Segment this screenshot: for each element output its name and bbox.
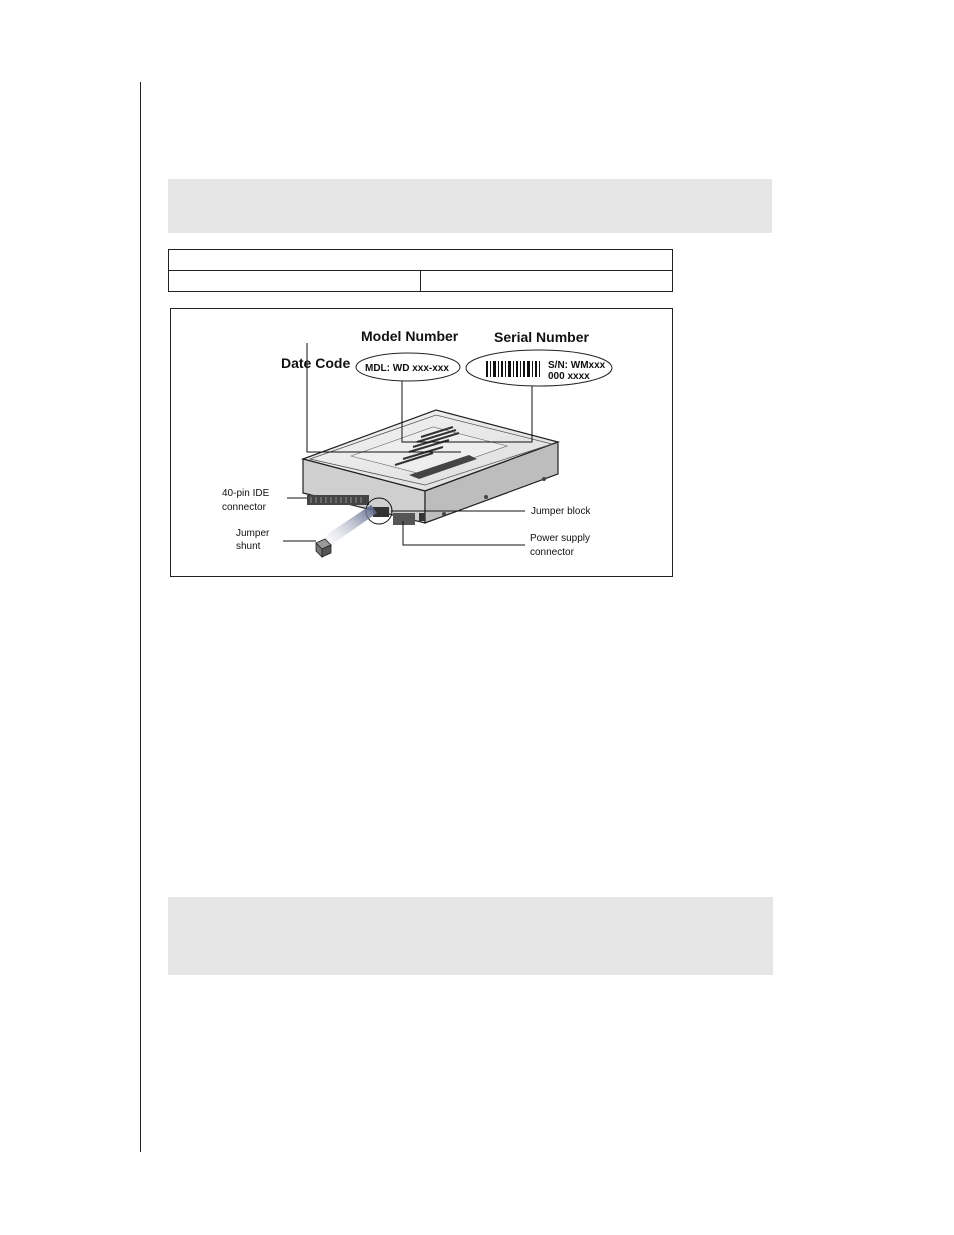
ide-connector-label-line2: connector — [222, 502, 266, 513]
power-supply-label-line2: connector — [530, 547, 574, 558]
serial-number-label: Serial Number — [494, 329, 589, 345]
power-supply-label-line1: Power supply — [530, 533, 591, 544]
serial-tag-line2: 000 xxxx — [548, 371, 590, 382]
table-cell[interactable] — [169, 271, 421, 292]
jumper-block-label: Jumper block — [531, 506, 591, 517]
margin-rule — [140, 82, 141, 1152]
ide-connector-label-line1: 40-pin IDE — [222, 488, 270, 499]
drive-illustration — [171, 309, 674, 578]
table-cell[interactable] — [169, 250, 673, 271]
table-row — [169, 271, 673, 292]
model-tag-text: MDL: WD xxx-xxx — [365, 363, 449, 374]
jumper-shunt-label-line2: shunt — [236, 541, 261, 552]
hard-drive-body — [303, 410, 558, 525]
jumper-shunt-label-line1: Jumper — [236, 528, 270, 539]
serial-tag-line1: S/N: WMxxx — [548, 360, 606, 371]
drive-label-figure — [170, 308, 673, 577]
shaded-note-box-top — [168, 179, 772, 233]
date-code-label: Date Code — [281, 355, 351, 371]
record-table — [168, 249, 673, 292]
shaded-note-box-bottom — [168, 897, 773, 975]
table-cell[interactable] — [421, 271, 673, 292]
table-row — [169, 250, 673, 271]
model-number-label: Model Number — [361, 328, 459, 344]
